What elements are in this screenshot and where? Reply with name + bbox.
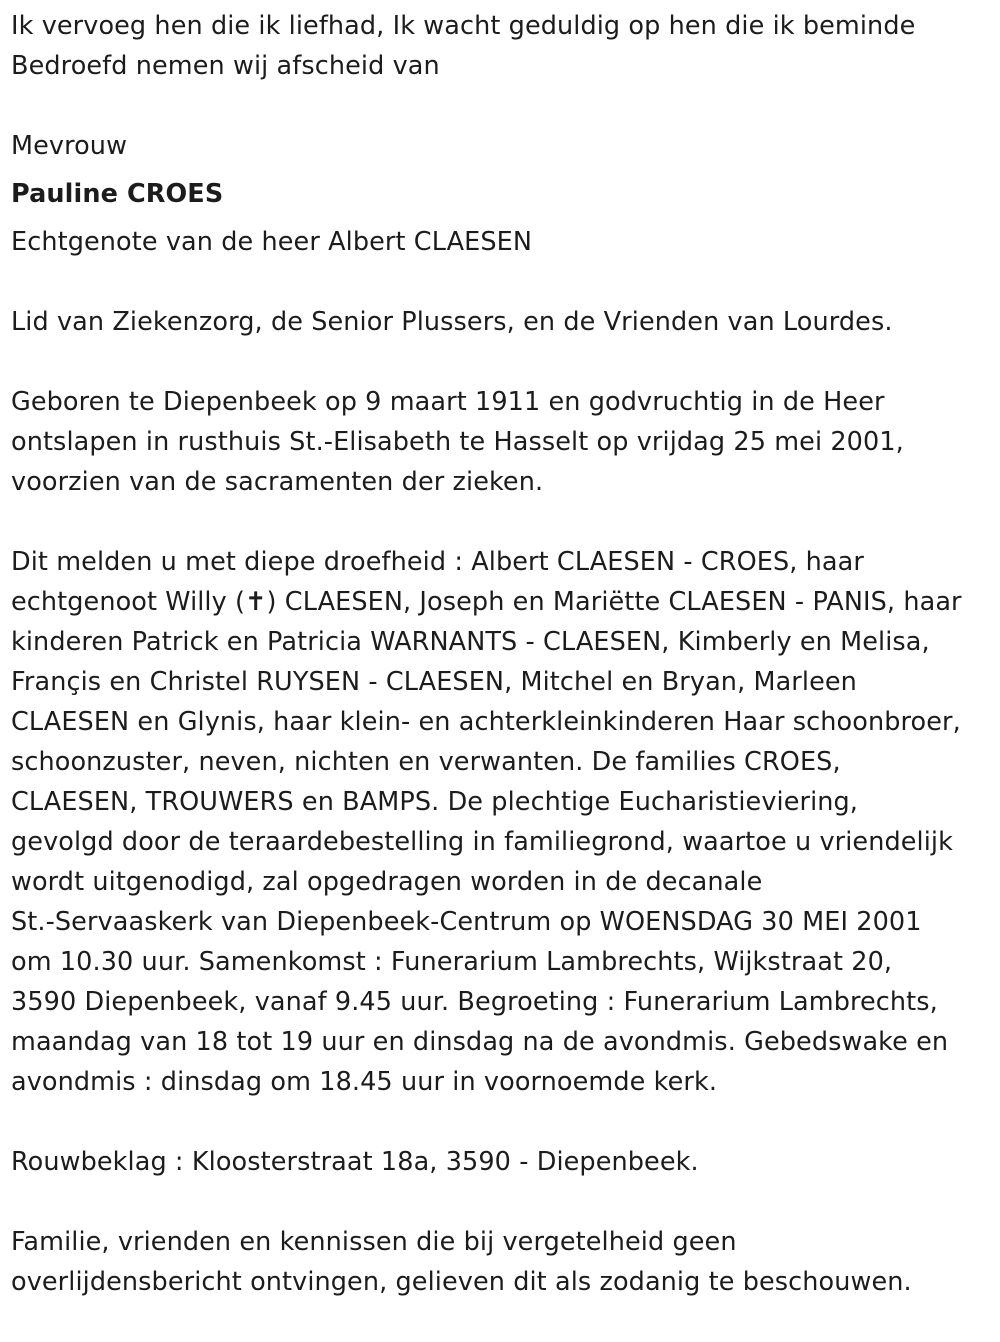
condolences-paragraph (11, 1142, 996, 1182)
announcement-line: CLAESEN en Glynis, haar klein- en achterkleinkinderen Haar schoonbroer, (11, 707, 961, 737)
intro-line: Bedroefd nemen wij afscheid van (11, 51, 440, 81)
announcement-paragraph (11, 542, 996, 1102)
intro-paragraph (11, 6, 996, 86)
announcement-line: Françis en Christel RUYSEN - CLAESEN, Mitchel en Bryan, Marleen (11, 667, 857, 697)
announcement-line: 3590 Diepenbeek, vanaf 9.45 uur. Begroeting : Funerarium Lambrechts, (11, 987, 938, 1017)
birth-death-line: ontslapen in rusthuis St.-Elisabeth te Hasselt op vrijdag 25 mei 2001, (11, 427, 904, 457)
closing-paragraph (11, 1222, 996, 1302)
announcement-line: Dit melden u met diepe droefheid : Albert CLAESEN - CROES, haar (11, 547, 864, 577)
salutation (11, 126, 996, 166)
membership-paragraph (11, 302, 996, 342)
salutation-text: Mevrouw (11, 131, 128, 161)
obituary-document (11, 0, 996, 1342)
announcement-line: echtgenoot Willy (✝) CLAESEN, Joseph en Mariëtte CLAESEN - PANIS, haar (11, 587, 962, 617)
announcement-line: schoonzuster, neven, nichten en verwanten. De families CROES, (11, 747, 841, 777)
announcement-line: avondmis : dinsdag om 18.45 uur in voornoemde kerk. (11, 1067, 718, 1097)
announcement-line: St.-Servaaskerk van Diepenbeek-Centrum op WOENSDAG 30 MEI 2001 (11, 907, 922, 937)
closing-line: Familie, vrienden en kennissen die bij vergetelheid geen (11, 1227, 737, 1257)
announcement-line: maandag van 18 tot 19 uur en dinsdag na de avondmis. Gebedswake en (11, 1027, 949, 1057)
membership-text: Lid van Ziekenzorg, de Senior Plussers, en de Vrienden van Lourdes. (11, 307, 893, 337)
intro-line: Ik vervoeg hen die ik liefhad, Ik wacht geduldig op hen die ik beminde (11, 11, 916, 41)
announcement-line: gevolgd door de teraardebestelling in familiegrond, waartoe u vriendelijk (11, 827, 953, 857)
birth-death-line: voorzien van de sacramenten der zieken. (11, 467, 544, 497)
closing-line: overlijdensbericht ontvingen, gelieven dit als zodanig te beschouwen. (11, 1267, 912, 1297)
birth-death-line: Geboren te Diepenbeek op 9 maart 1911 en godvruchtig in de Heer (11, 387, 885, 417)
spouse-line (11, 222, 996, 262)
announcement-line: om 10.30 uur. Samenkomst : Funerarium Lambrechts, Wijkstraat 20, (11, 947, 893, 977)
deceased-name (11, 174, 996, 214)
announcement-line: CLAESEN, TROUWERS en BAMPS. De plechtige Eucharistieviering, (11, 787, 859, 817)
condolences-text: Rouwbeklag : Kloosterstraat 18a, 3590 - Diepenbeek. (11, 1147, 699, 1177)
announcement-line: wordt uitgenodigd, zal opgedragen worden in de decanale (11, 867, 763, 897)
deceased-name-text: Pauline CROES (11, 179, 224, 209)
birth-death-paragraph (11, 382, 996, 502)
announcement-line: kinderen Patrick en Patricia WARNANTS - CLAESEN, Kimberly en Melisa, (11, 627, 930, 657)
spouse-text: Echtgenote van de heer Albert CLAESEN (11, 227, 533, 257)
